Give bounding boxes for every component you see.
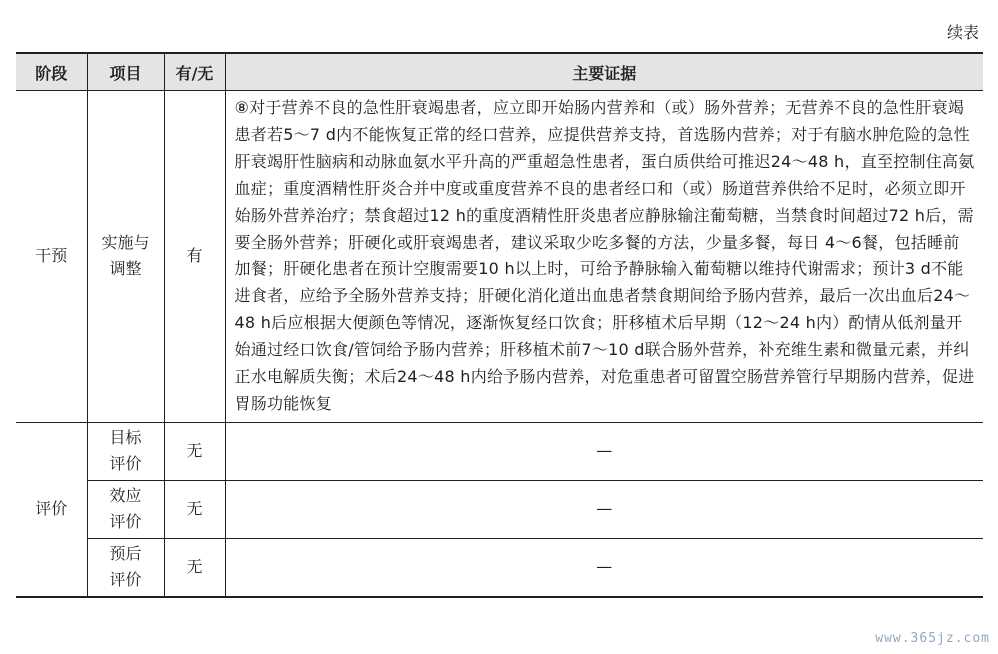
watermark: www.365jz.com xyxy=(875,631,990,646)
header-presence: 有/无 xyxy=(164,53,225,91)
item-label-line: 评价 xyxy=(109,454,142,474)
item-label-line: 实施与 xyxy=(101,233,150,253)
item-label-line: 效应 xyxy=(109,486,142,506)
table-row xyxy=(16,480,983,538)
empty-dash: — xyxy=(596,557,613,577)
evidence-cell xyxy=(225,422,983,480)
header-evidence: 主要证据 xyxy=(225,53,983,91)
table-row xyxy=(16,538,983,597)
evidence-cell xyxy=(225,538,983,597)
empty-dash: — xyxy=(596,499,613,519)
item-label-line: 目标 xyxy=(109,428,142,448)
item-cell xyxy=(87,480,164,538)
presence-cell: 无 xyxy=(164,422,225,480)
item-label-line: 预后 xyxy=(109,544,142,564)
item-cell xyxy=(87,91,164,423)
table-header-row xyxy=(16,53,983,91)
phase-cell: 评价 xyxy=(16,422,87,597)
evidence-cell: ⑧对于营养不良的急性肝衰竭患者，应立即开始肠内营养和（或）肠外营养；无营养不良的急性肝衰竭患者若5～7 d内不能恢复正常的经口营养，应提供营养支持，首选肠内营养；对于有脑水肿危险的急性肝衰竭肝性脑病和动脉血氨水平升高的严重超急性患者，蛋白质供给可推迟24～48 h，直至控制住高氨血症；重度酒精性肝炎合并中度或重度营养不良的患者经口和（或）肠道营养供给不足时，必须立即开始肠外营养治疗；禁食超过12 h的重度酒精性肝炎患者应静脉输注葡萄糖，当禁食时间超过72 h后，需要全肠外营养；肝硬化或肝衰竭患者，建议采取少吃多餐的方法，少量多餐，每日 4～6餐，包括睡前加餐；肝硬化患者在预计空腹需要10 h以上时，可给予静脉输入葡萄糖以维持代谢需求；预计3 d不能进食者，应给予全肠外营养支持；肝硬化消化道出血患者禁食期间给予肠内营养，最后一次出血后24～48 h后应根据大便颜色等情况，逐渐恢复经口饮食；肝移植术后早期（12～24 h内）酌情从低剂量开始通过经口饮食/管饲给予肠内营养；肝移植术前7～10 d联合肠外营养，补充维生素和微量元素，并纠正水电解质失衡；术后24～48 h内给予肠内营养，对危重患者可留置空肠营养管行早期肠内营养，促进胃肠功能恢复 xyxy=(225,91,983,423)
table-row xyxy=(16,91,983,423)
header-phase: 阶段 xyxy=(16,53,87,91)
presence-cell: 有 xyxy=(164,91,225,423)
table-row xyxy=(16,422,983,480)
evidence-cell xyxy=(225,480,983,538)
item-cell xyxy=(87,538,164,597)
item-label-line: 评价 xyxy=(109,512,142,532)
item-cell xyxy=(87,422,164,480)
item-label-line: 评价 xyxy=(109,570,142,590)
presence-cell: 无 xyxy=(164,538,225,597)
phase-cell: 干预 xyxy=(16,91,87,423)
empty-dash: — xyxy=(596,441,613,461)
item-label-line: 调整 xyxy=(109,259,142,279)
presence-cell: 无 xyxy=(164,480,225,538)
header-item: 项目 xyxy=(87,53,164,91)
evidence-table xyxy=(16,52,983,598)
continued-label: 续表 xyxy=(946,23,979,42)
